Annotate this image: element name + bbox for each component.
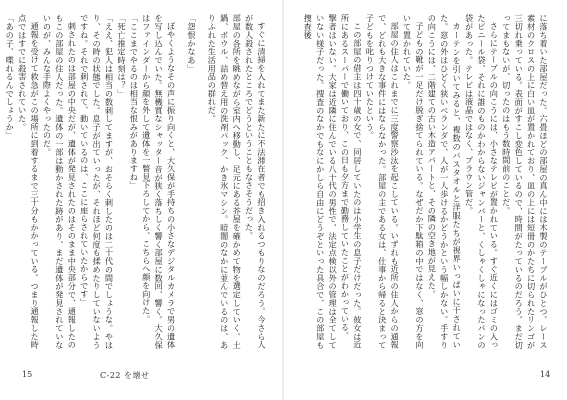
paragraph: ぼやくようなその声に振り向くと、大久保が手持ちの小さなデジタルカメラで男の遺体を写し込んでいた。無機質なシャッター音が狭く落ちしく響く部屋に数回、響く。大久保はファインダーから顔を外して遺体を一瞥見下ろしてから、こちらへ顔を向けた。	[141, 14, 177, 349]
paragraph: 刺されたのは部屋の中央だが、遺体が発見されたのはそのまま中央部分で、通報したのもこの部屋の住人だった。遺体の一部は動かされた跡があり、まだ遺体が発見されていないのが、みんな手際よくやったのだ。	[42, 14, 78, 349]
paragraph: 通報を受けて救急がこの場所に到着するまで三十分もかかっている。つまり通報した時点ではすでに殺害されていた。	[17, 14, 41, 349]
paragraph: 部屋の各所を眺めながら室内へ移動し、足元にある芥屋を確かめて物を選定していく。土鍋、ボウル、詰め替え用の洗剤パック、かき氷マシン。暗闇のなかに並んでいるのは、ありふれた生活用品の群れだ。	[207, 14, 243, 349]
paragraph: 撃者はいない。大家は近隣に住んでいる八十代の男性で、法定点検以外の管理は全てしていない様子だった。捜査のなかでもなにかしら自由にどうぞといった具合で、この部屋も捜査後	[303, 14, 339, 349]
page-number: 14	[540, 370, 551, 379]
paragraph: 部屋の住人はこれまでに三度警察沙汰を起こしている。いずれも近所の住人からの通報で、どれも大きな事件にはならなかった。部屋の主である女は、仕事から帰ると決まって子どもを叱りつけていたという。	[365, 14, 401, 349]
paragraph: さらにテーブルの向こうには、小さなテレビが置かれている。すぐ近くにはゴミの入ったビニール袋、それに誰のものかわからないジャンパーと、くしゃくしゃになったパンの袋があった。テレビは液晶ではなく、ブラウン管だ。	[464, 14, 500, 349]
left-page	[0, 0, 283, 400]
paragraph: カーテンを引いてみると、複数のバスタオルと洋服たちが視界いっぱいに干されていた。窓の外はひどく狭いベランダで、人が一人歩けるかどうかという幅しかない。手すりの向こうには、二階建ての古い木造アパートと、その隣の空き地が見えた。	[427, 14, 463, 349]
left-page-body	[5, 14, 268, 349]
paragraph: に落ち着いた部屋だった。六畳ほどの部屋の真ん中には木製のテーブルがひとつ。レース素材のクロスの上に白い皿が置かれており、皿の上には短冊のかたちに切られたリンゴが三切れ乗っている。表面がすこし変色しているので、時間がたっているのだろう。まだ切ってまもないが、切ったのはもう数時間前のことだ。	[501, 14, 549, 349]
paragraph: この部屋の借主は四十歳の女で、同居していたのは小学生の息子だけだった。彼女は近所にあるスーパーで働いており、この日も夕方まで勤務していたことがわかっている。	[340, 14, 363, 349]
right-page	[284, 0, 567, 400]
dialogue-line: 「死亡推定時刻は？」	[116, 14, 127, 98]
dialogue-line: 「ここまでやるのは相当な恨みがありますね」	[129, 14, 140, 190]
dialogue-line: 「ええ、犯人は相当の数刺してますが、おそらく刺したのは二十代の間でしょうな。やはり、その時の状態でした。息子が出ていったが、それほど何度も揉めたりしていないようですね。それで刺されて、動いているのは、ここに座らされていたからです」	[79, 14, 115, 349]
running-title: C-22 を壊せ	[100, 371, 150, 380]
paragraph: すぐに清掃を入れてまた新たに不法滞在者でも招き入れるつもりなのだろう。今さら人が数人殺されたところでどうということもなさそうだった。	[244, 14, 267, 349]
right-page-body	[304, 14, 550, 349]
dialogue-line: 「怨恨かなあ」	[186, 14, 197, 73]
page-number: 15	[22, 370, 33, 379]
dialogue-line: 「あの子、喋れるんでしょうか」	[5, 14, 16, 140]
paragraph: 子どもの靴が一足だけ脱ぎ捨てられている。なぜだか下駄箱の中ではなく、窓の方を向いて置かれていた。	[402, 14, 425, 349]
